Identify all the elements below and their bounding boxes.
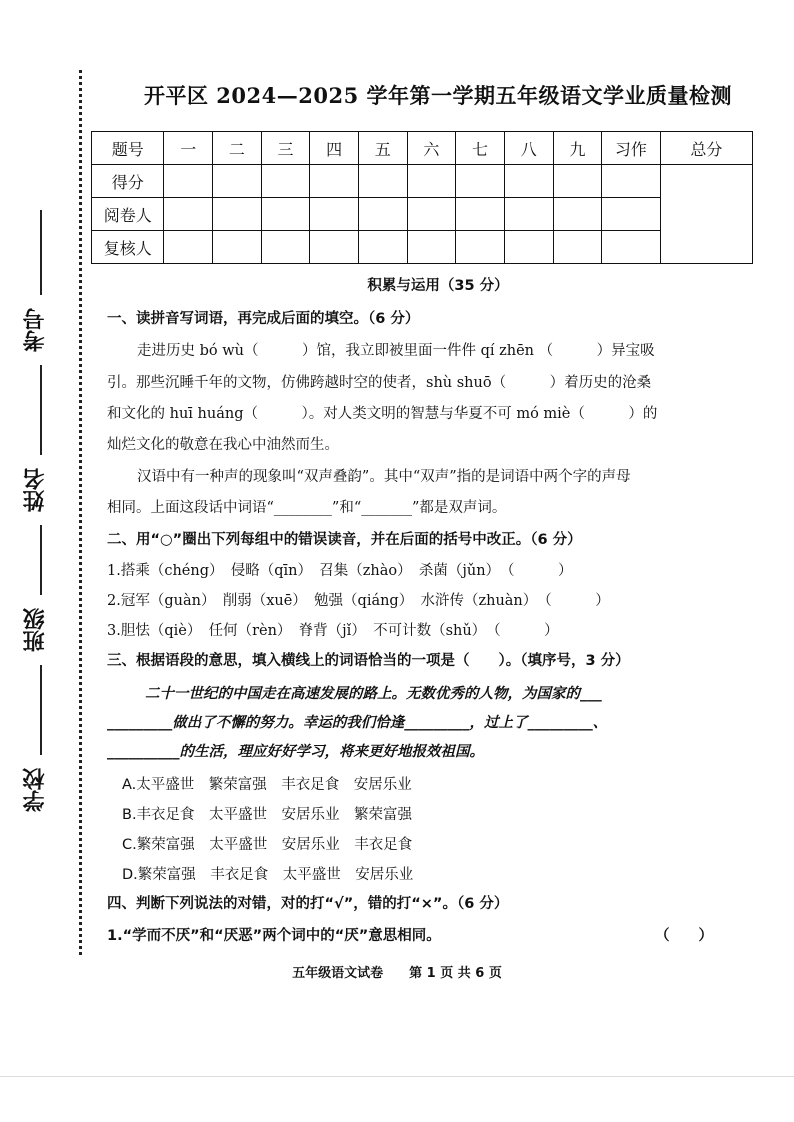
question-2-title: 二、用“○”圈出下列每组中的错误读音，并在后面的括号中改正。（6 分）: [107, 532, 582, 548]
score-cell[interactable]: [553, 165, 602, 198]
reviewer-cell[interactable]: [504, 231, 553, 264]
total-score-cell[interactable]: [660, 165, 752, 264]
score-cell[interactable]: [213, 165, 262, 198]
score-cell[interactable]: [310, 165, 359, 198]
school-field: [40, 665, 42, 755]
option-d: D.繁荣富强 丰衣足食 太平盛世 安居乐业: [122, 867, 414, 883]
reviewer-cell[interactable]: [456, 231, 505, 264]
score-cell[interactable]: [261, 165, 310, 198]
score-cell[interactable]: [358, 165, 407, 198]
header-cell: 一: [164, 132, 213, 165]
reviewer-cell[interactable]: [358, 231, 407, 264]
header-cell: 五: [358, 132, 407, 165]
grader-cell[interactable]: [164, 198, 213, 231]
reviewer-cell[interactable]: [407, 231, 456, 264]
question-4-title: 四、判断下列说法的对错，对的打“√”，错的打“×”。（6 分）: [107, 896, 509, 912]
header-cell: 七: [456, 132, 505, 165]
header-cell: 八: [504, 132, 553, 165]
option-a: A.太平盛世 繁荣富强 丰衣足食 安居乐业: [122, 777, 412, 793]
exam-number-field: [40, 210, 42, 295]
binding-dotted-line: [79, 70, 82, 955]
question-3-passage: _________做出了不懈的努力。幸运的我们恰逢_________，过上了_________、: [107, 714, 608, 731]
section-title: 积累与运用（35 分）: [367, 278, 509, 294]
header-cell: 题号: [92, 132, 164, 165]
score-cell[interactable]: [456, 165, 505, 198]
header-cell: 二: [213, 132, 262, 165]
class-label: 班级: [23, 608, 48, 652]
header-cell: 九: [553, 132, 602, 165]
answer-parentheses[interactable]: （ ）: [655, 928, 713, 944]
score-row: [92, 165, 753, 198]
row-label: 阅卷人: [92, 198, 164, 231]
reviewer-cell[interactable]: [261, 231, 310, 264]
question-1-line: 汉语中有一种声的现象叫“双声叠韵”。其中“双声”指的是词语中两个字的声母: [137, 469, 631, 485]
question-3-passage: __________的生活，理应好好学习，将来更好地报效祖国。: [107, 743, 484, 760]
school-label: 学校: [23, 768, 48, 812]
reviewer-row: [92, 231, 753, 264]
divider: [0, 1076, 794, 1077]
reviewer-cell[interactable]: [164, 231, 213, 264]
header-cell: 六: [407, 132, 456, 165]
question-4-item: 1.“学而不厌”和“厌恶”两个词中的“厌”意思相同。: [107, 928, 441, 944]
grader-cell[interactable]: [553, 198, 602, 231]
student-name-field: [40, 365, 42, 455]
question-2-row: 3.胆怯（qiè） 任何（rèn） 脊背（jǐ） 不可计数（shǔ） （ ）: [107, 623, 559, 639]
question-1-line: 和文化的 huī huáng（ ）。对人类文明的智慧与华夏不可 mó miè（ ）的: [107, 406, 658, 422]
header-cell: 四: [310, 132, 359, 165]
score-cell[interactable]: [164, 165, 213, 198]
score-table: [91, 131, 753, 264]
score-cell[interactable]: [407, 165, 456, 198]
question-3-passage: 二十一世纪的中国走在高速发展的路上。无数优秀的人物，为国家的___: [145, 685, 602, 702]
question-1-line: 灿烂文化的敬意在我心中油然而生。: [107, 437, 339, 453]
question-1-line: 相同。上面这段话中词语“________”和“_______”都是双声词。: [107, 500, 507, 516]
reviewer-cell[interactable]: [310, 231, 359, 264]
grader-cell[interactable]: [407, 198, 456, 231]
option-b: B.丰衣足食 太平盛世 安居乐业 繁荣富强: [122, 807, 413, 823]
grader-row: [92, 198, 753, 231]
grader-cell[interactable]: [456, 198, 505, 231]
header-cell: 三: [261, 132, 310, 165]
reviewer-cell[interactable]: [213, 231, 262, 264]
reviewer-cell[interactable]: [602, 231, 661, 264]
exam-number-label: 考号: [23, 308, 48, 352]
student-name-label: 姓名: [23, 468, 48, 512]
option-c: C.繁荣富强 太平盛世 安居乐业 丰衣足食: [122, 837, 413, 853]
score-table-header-row: [92, 132, 753, 165]
header-cell: 总分: [660, 132, 752, 165]
grader-cell[interactable]: [358, 198, 407, 231]
score-cell[interactable]: [504, 165, 553, 198]
grader-cell[interactable]: [504, 198, 553, 231]
page-footer: 五年级语文试卷 第 1 页 共 6 页: [292, 966, 502, 981]
class-field: [40, 525, 42, 595]
reviewer-cell[interactable]: [553, 231, 602, 264]
row-label: 复核人: [92, 231, 164, 264]
question-2-row: 2.冠军（guàn） 削弱（xuē） 勉强（qiáng） 水浒传（zhuàn） （ ）: [107, 593, 610, 609]
question-3-title: 三、根据语段的意思，填入横线上的词语恰当的一项是（ ）。（填序号，3 分）: [107, 653, 630, 669]
grader-cell[interactable]: [213, 198, 262, 231]
header-cell: 习作: [602, 132, 661, 165]
question-1-line: 走进历史 bó wù（ ）馆，我立即被里面一件件 qí zhēn （ ）异宝吸: [137, 343, 655, 359]
grader-cell[interactable]: [261, 198, 310, 231]
grader-cell[interactable]: [310, 198, 359, 231]
row-label: 得分: [92, 165, 164, 198]
question-1-title: 一、读拼音写词语，再完成后面的填空。（6 分）: [107, 311, 420, 327]
question-1-line: 引。那些沉睡千年的文物，仿佛跨越时空的使者，shù shuō（ ）着历史的沧桑: [107, 375, 652, 391]
question-2-row: 1.搭乘（chéng） 侵略（qīn） 召集（zhào） 杀菌（jǔn） （ ）: [107, 563, 573, 579]
score-cell[interactable]: [602, 165, 661, 198]
grader-cell[interactable]: [602, 198, 661, 231]
exam-title: 开平区 2024—2025 学年第一学期五年级语文学业质量检测: [143, 83, 732, 108]
